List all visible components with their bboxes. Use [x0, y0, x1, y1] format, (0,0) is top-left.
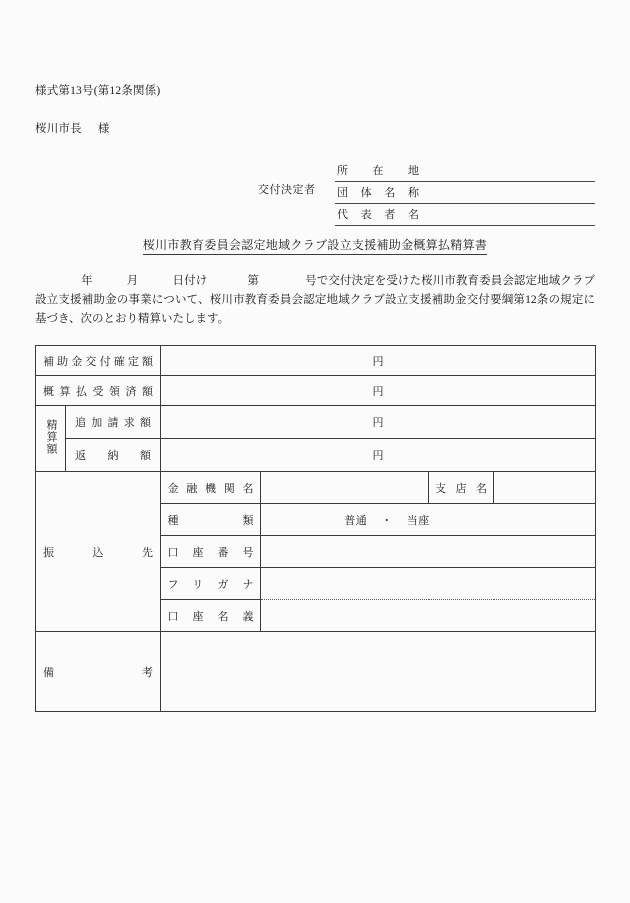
advance-received-value-cell[interactable]: [161, 376, 596, 406]
transfer-group-label-cell: [36, 472, 161, 632]
applicant-address-row: [335, 160, 595, 182]
account-type-label: 種類: [167, 514, 254, 527]
table-row-advance-received: [36, 376, 596, 406]
advance-received-unit: 円: [372, 385, 384, 398]
settlement-group-label-cell: [36, 406, 66, 472]
remarks-label: 備考: [43, 666, 153, 679]
furigana-label-cell: [161, 568, 261, 600]
account-holder-label-cell: [161, 600, 261, 632]
table-row-remarks: [36, 632, 596, 712]
body-paragraph: [35, 272, 595, 329]
account-number-value-cell[interactable]: [261, 536, 596, 568]
furigana-label: フリガナ: [167, 578, 254, 591]
body-line1-tail: 号で交付決定を受けた桜川市教育委員会認定地域クラブ設立支援: [35, 275, 596, 306]
table-row-bank-name: [36, 472, 596, 504]
body-day-label: 日付け: [172, 275, 208, 287]
refund-value-cell[interactable]: [161, 439, 596, 472]
furigana-value-cell[interactable]: [261, 568, 596, 600]
account-type-option-current[interactable]: 当座: [406, 514, 430, 527]
account-type-options: [261, 512, 595, 528]
applicant-organization-row: [335, 182, 595, 204]
bank-name-value-cell[interactable]: [261, 472, 429, 504]
transfer-group-label: 振込先: [43, 546, 153, 559]
grant-confirmed-value-cell[interactable]: [161, 346, 596, 376]
account-number-label: 口座番号: [167, 546, 254, 559]
addressee-line: [35, 120, 110, 136]
additional-claim-label-cell: [66, 406, 161, 439]
document-title: [0, 236, 630, 254]
branch-name-label-cell: [429, 472, 494, 504]
settlement-table: [35, 345, 596, 712]
additional-claim-unit: 円: [372, 417, 384, 429]
applicant-organization-label: 団体名称: [337, 186, 419, 199]
grant-confirmed-unit: 円: [372, 355, 384, 368]
body-year-label: 年: [81, 275, 93, 287]
remarks-value-cell[interactable]: [161, 632, 596, 712]
settlement-group-label: 精算額: [45, 419, 57, 455]
document-title-text: 桜川市教育委員会認定地域クラブ設立支援補助金概算払精算書: [143, 238, 487, 255]
remarks-label-cell: [36, 632, 161, 712]
account-number-label-cell: [161, 536, 261, 568]
applicant-representative-row: [335, 204, 595, 226]
additional-claim-value-cell[interactable]: [161, 406, 596, 439]
grant-confirmed-label-cell: [36, 346, 161, 376]
account-holder-label: 口座名義: [167, 610, 254, 623]
form-number: 様式第13号(第12条関係): [35, 85, 161, 97]
table-row-grant-confirmed: [36, 346, 596, 376]
body-number-prefix-label: 第: [247, 275, 260, 287]
account-type-separator: ・: [381, 514, 393, 527]
account-type-option-ordinary[interactable]: 普通: [344, 514, 368, 527]
account-type-label-cell: [161, 504, 261, 536]
grant-confirmed-label: 補助金交付確定額: [43, 355, 153, 368]
advance-received-label-cell: [36, 376, 161, 406]
applicant-address-label: 所在地: [337, 164, 419, 177]
refund-unit: 円: [372, 450, 384, 462]
additional-claim-label: 追加請求額: [75, 417, 151, 429]
refund-label-cell: [66, 439, 161, 472]
bank-name-label: 金融機関名: [167, 482, 254, 495]
body-month-label: 月: [126, 275, 139, 287]
body-line3: 次のとおり精算いたします。: [80, 313, 230, 325]
branch-name-value-cell[interactable]: [494, 472, 596, 504]
applicant-representative-label: 代表者名: [337, 208, 419, 221]
table-row-refund: [36, 439, 596, 472]
applicant-block-title: 交付決定者: [258, 184, 316, 196]
account-holder-value-cell[interactable]: [261, 600, 596, 632]
table-row-additional-claim: [36, 406, 596, 439]
advance-received-label: 概算払受領済額: [43, 385, 153, 398]
addressee-honorific: 様: [97, 123, 110, 135]
branch-name-label: 支店名: [435, 482, 487, 495]
body-line2: 補助金の事業について、桜川市教育委員会認定地域クラブ設立支援補助金交付要綱第12条の規定に基づき、: [35, 294, 596, 325]
refund-label: 返納額: [75, 450, 151, 462]
addressee-name: 桜川市長: [35, 123, 82, 135]
applicant-rows: [335, 160, 595, 226]
account-type-value-cell[interactable]: [261, 504, 596, 536]
bank-name-label-cell: [161, 472, 261, 504]
